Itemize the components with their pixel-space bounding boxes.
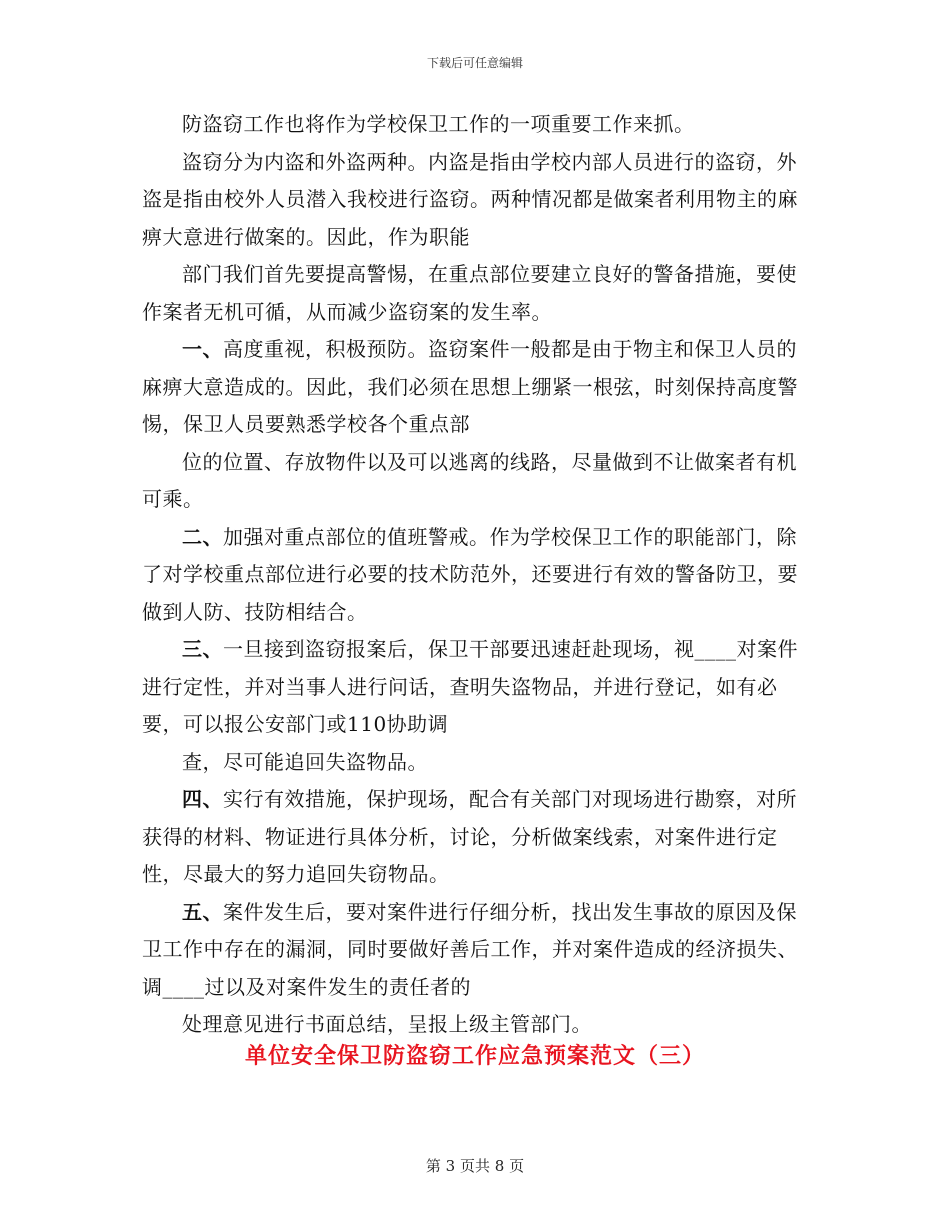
paragraph xyxy=(142,256,814,331)
paragraph-text: 高度重视，积极预防。盗窃案件一般都是由于物主和保卫人员的麻痹大意造成的。因此，我们必须在思想上绷紧一根弦，时刻保持高度警惕，保卫人员要熟悉学校各个重点部 xyxy=(142,337,798,436)
paragraph-text: 位的位置、存放物件以及可以逃离的线路，尽量做到不让做案者有机可乘。 xyxy=(142,449,797,511)
paragraph xyxy=(142,106,814,144)
paragraph-text: 案件发生后，要对案件进行仔细分析，找出发生事故的原因及保卫工作中存在的漏洞，同时要做好善后工作，并对案件造成的经济损失、调____过以及对案件发生的责任者的 xyxy=(142,899,798,999)
page-number: 第 3 页共 8 页 xyxy=(425,1157,525,1175)
paragraph xyxy=(142,519,814,632)
paragraph xyxy=(142,1006,814,1044)
header-note: 下载后可任意编辑 xyxy=(426,56,523,70)
paragraph-text: 实行有效措施，保护现场，配合有关部门对现场进行勘察，对所获得的材料、物证进行具体分析，讨论，分析做案线索，对案件进行定性，尽最大的努力追回失窃物品。 xyxy=(142,787,797,886)
paragraph-text: 处理意见进行书面总结，呈报上级主管部门。 xyxy=(182,1012,592,1036)
paragraph xyxy=(142,444,814,519)
paragraph xyxy=(142,631,814,744)
paragraph-lead: 五、 xyxy=(182,899,223,924)
paragraph xyxy=(142,781,814,894)
paragraph xyxy=(142,144,814,257)
paragraph-text: 查，尽可能追回失盗物品。 xyxy=(182,749,428,774)
paragraph-lead: 一、 xyxy=(182,337,223,361)
paragraph xyxy=(142,744,814,782)
document-body xyxy=(142,106,814,1044)
paragraph-lead: 三、 xyxy=(182,637,223,661)
paragraph-text: 一旦接到盗窃报案后，保卫干部要迅速赶赴现场，视____对案件进行定性，并对当事人进行问话，查明失盗物品，并进行登记，如有必要，可以报公安部门或110协助调 xyxy=(142,637,798,736)
paragraph-text: 部门我们首先要提高警惕，在重点部位要建立良好的警备措施，要使作案者无机可循，从而减少盗窃案的发生率。 xyxy=(142,262,797,324)
paragraph xyxy=(142,894,814,1007)
paragraph-lead: 四、 xyxy=(182,787,223,811)
section-title: 单位安全保卫防盗窃工作应急预案范文（三） xyxy=(244,1044,705,1069)
paragraph-lead: 二、 xyxy=(182,524,223,549)
paragraph-text: 加强对重点部位的值班警戒。作为学校保卫工作的职能部门，除了对学校重点部位进行必要的技术防范外，还要进行有效的警备防卫，要做到人防、技防相结合。 xyxy=(142,524,798,624)
paragraph-text: 盗窃分为内盗和外盗两种。内盗是指由学校内部人员进行的盗窃，外盗是指由校外人员潜入我校进行盗窃。两种情况都是做案者利用物主的麻痹大意进行做案的。因此，作为职能 xyxy=(142,149,798,249)
paragraph xyxy=(142,331,814,444)
paragraph-text: 防盗窃工作也将作为学校保卫工作的一项重要工作来抓。 xyxy=(182,112,695,136)
